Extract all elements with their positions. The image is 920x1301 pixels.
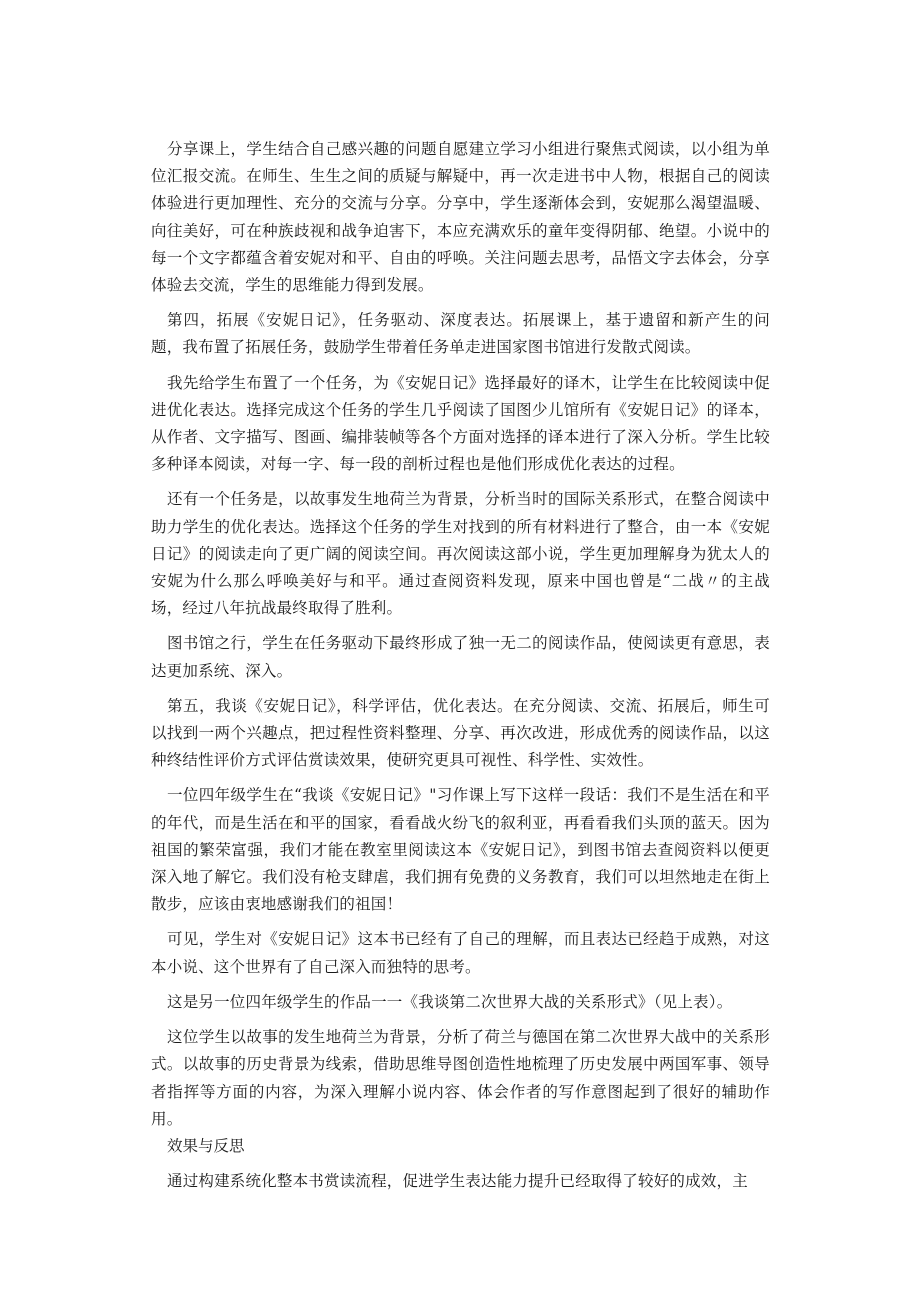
paragraph-8: 可见，学生对《安妮日记》这本书已经有了自己的理解，而且表达已经趋于成熟，对这本小说、这个世界有了自己深入而独特的思考。 [151, 930, 770, 976]
paragraph-7: 一位四年级学生在“我谈《安妮日记》"习作课上写下这样一段话：我们不是生活在和平的年代，而是生活在和平的国家，看看战火纷飞的叙利亚，再看看我们头顶的蓝天。因为祖国的繁荣富强，我们才能在教室里阅读这本《安妮日记》，到图书馆去查阅资料以便更深入地了解它。我们没有枪支肆虐，我们拥有免费的义务教育，我们可以坦然地走在街上散步，应该由衷地感谢我们的祖国！ [151, 786, 770, 914]
paragraph-10: 这位学生以故事的发生地荷兰为背景，分析了荷兰与德国在第二次世界大战中的关系形式。以故事的历史背景为线索，借助思维导图创造性地梳理了历史发展中两国军事、领导者指挥等方面的内容，为深入理解小说内容、体会作者的写作意图起到了很好的辅助作用。 [151, 1028, 770, 1128]
document-page [151, 136, 770, 1195]
paragraph-final: 通过构建系统化整本书赏读流程，促进学生表达能力提升已经取得了较好的成效，主 [167, 1172, 748, 1191]
paragraph-9: 这是另一位四年级学生的作品一一《我谈第二次世界大战的关系形式》（见上表）。 [167, 992, 733, 1011]
paragraph-4: 还有一个任务是，以故事发生地荷兰为背景，分析当时的国际关系形式，在整合阅读中助力学生的优化表达。选择这个任务的学生对找到的所有材料进行了整合，由一本《安妮日记》的阅读走向了更广阔的阅读空间。再次阅读这部小说，学生更加理解身为犹太人的安妮为什么那么呼唤美好与和平。通过查阅资料发现，原来中国也曾是“二战〃的主战场，经过八年抗战最终取得了胜利。 [151, 490, 770, 618]
section-heading: 效果与反思 [167, 1136, 245, 1155]
paragraph-3: 我先给学生布置了一个任务，为《安妮日记》选择最好的译木，让学生在比较阅读中促进优化表达。选择完成这个任务的学生几乎阅读了国图少儿馆所有《安妮日记》的译本，从作者、文字描写、图画、编排装帧等各个方面对选择的译本进行了深入分析。学生比较多种译本阅读，对每一字、每一段的剖析过程也是他们形成优化表达的过程。 [151, 373, 770, 474]
paragraph-6: 第五，我谈《安妮日记》，科学评估，优化表达。在充分阅读、交流、拓展后，师生可以找到一两个兴趣点，把过程性资料整理、分享、再次改进，形成优秀的阅读作品，以这种终结性评价方式评估赏读效果，使研究更具可视性、科学性、实效性。 [151, 696, 770, 770]
paragraph-1: 分享课上，学生结合自己感兴趣的问题自愿建立学习小组进行聚焦式阅读，以小组为单位汇报交流。在师生、生生之间的质疑与解疑中，再一次走进书中人物，根据自己的阅读体验进行更加理性、充分的交流与分享。分享中，学生逐渐体会到，安妮那么渴望温暖、向往美好，可在种族歧视和战争迫害下，本应充满欢乐的童年变得阴郁、绝望。小说中的每一个文字都蕴含着安妮对和平、自由的呼唤。关注问题去思考，品悟文字去体会，分享体验去交流，学生的思维能力得到发展。 [151, 140, 770, 295]
paragraph-5: 图书馆之行，学生在任务驱动下最终形成了独一无二的阅读作品，使阅读更有意思，表达更加系统、深入。 [151, 634, 770, 680]
paragraph-2: 第四，拓展《安妮日记》，任务驱动、深度表达。拓展课上，基于遗留和新产生的问题，我布置了拓展任务，鼓励学生带着任务单走进国家图书馆进行发散式阅读。 [151, 311, 770, 357]
